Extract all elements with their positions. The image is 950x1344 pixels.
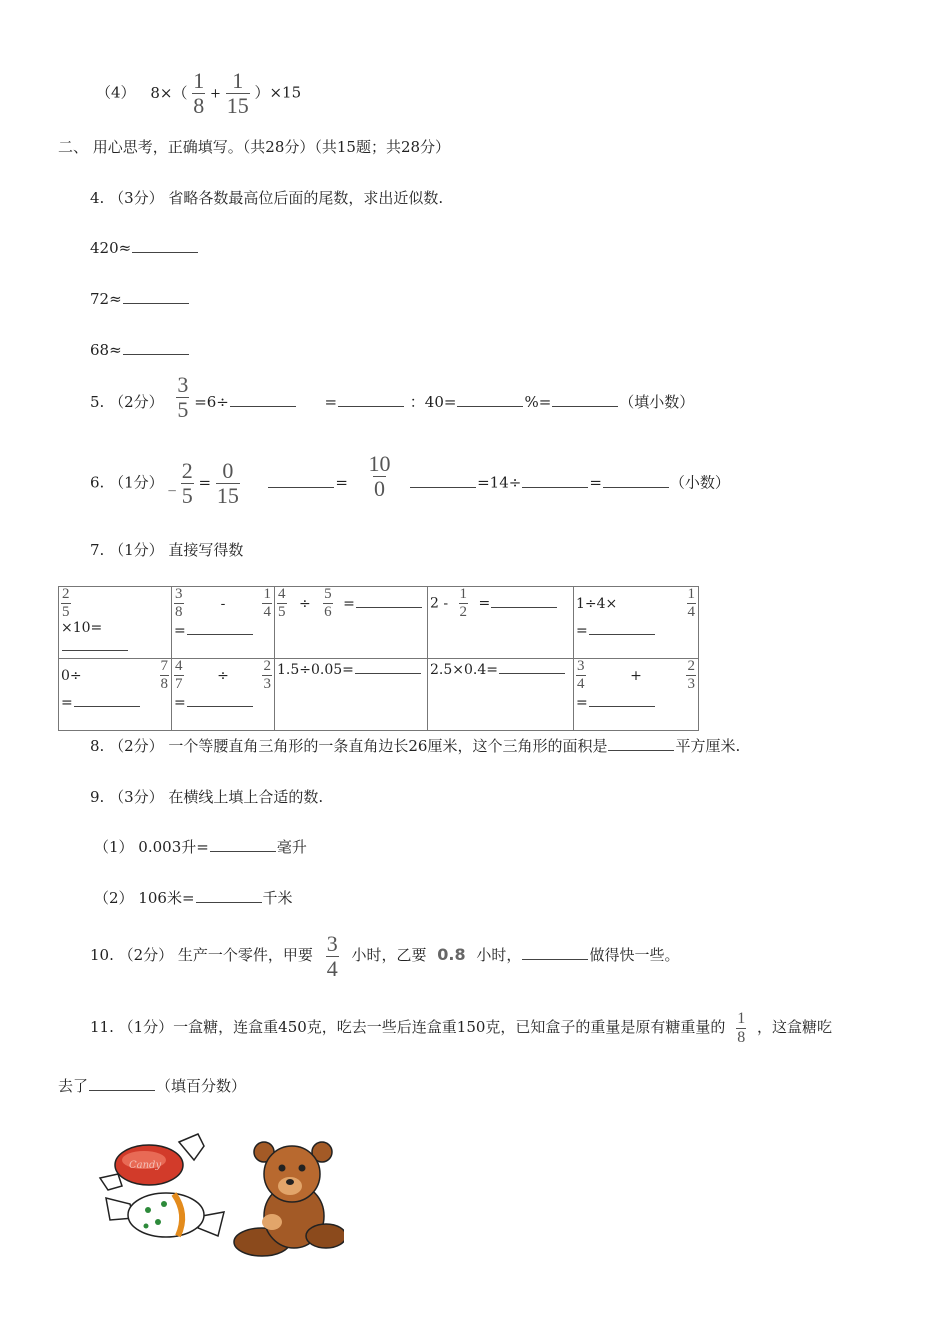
text: =	[174, 623, 186, 639]
question-5	[90, 371, 695, 422]
operator: +	[630, 667, 642, 684]
section-title: 二、 用心思考，正确填写。（共28分）（共15题；共28分）	[58, 138, 451, 156]
text: ，这盒糖吃	[757, 1018, 833, 1036]
fraction: $\frac{2}{3}$	[687, 658, 695, 692]
fraction: $\frac{1}{8}$	[193, 68, 205, 118]
text: =	[576, 695, 588, 711]
calc-cell	[59, 659, 172, 731]
answer-blank[interactable]	[603, 473, 669, 488]
question-7-head: 7. （1分） 直接写得数	[90, 541, 244, 559]
text: 2 -	[430, 595, 449, 612]
question-10	[90, 932, 679, 980]
fraction: $\frac{4}{5}$	[278, 586, 286, 620]
calc-cell	[428, 587, 574, 659]
text: =	[343, 595, 355, 612]
answer-blank[interactable]	[89, 1076, 155, 1091]
text: 小时，	[476, 946, 522, 964]
text: 去了	[58, 1077, 89, 1095]
answer-blank[interactable]	[589, 620, 655, 635]
answer-blank[interactable]	[491, 593, 557, 608]
answer-blank[interactable]	[589, 692, 655, 707]
text: 小时，乙要	[351, 946, 427, 964]
item-label: 6. （1分） _	[90, 473, 176, 492]
calc-cell	[59, 587, 172, 659]
candy-bear-illustration	[94, 1130, 344, 1260]
question-4-previous	[96, 70, 301, 117]
question-11	[90, 1008, 832, 1046]
answer-blank[interactable]	[132, 238, 198, 253]
candy-label: Candy	[129, 1160, 162, 1171]
decimal-value: 0.8	[437, 945, 466, 964]
text: =	[589, 473, 602, 492]
answer-blank[interactable]	[499, 659, 565, 674]
fraction: $\frac{1}{4}$	[263, 586, 271, 620]
teddy-bear-icon	[234, 1142, 344, 1256]
fraction: $\frac{10}{0}$	[368, 451, 391, 501]
answer-blank[interactable]	[123, 289, 189, 304]
text: =	[576, 623, 588, 639]
question-9-line-2	[94, 888, 293, 908]
fraction: $\frac{3}{4}$	[326, 930, 338, 981]
text: 11. （1分）一盒糖，连盒重450克，吃去一些后连盒重150克，已知盒子的重量是原有糖重量的	[90, 1018, 726, 1036]
fraction: $\frac{5}{6}$	[324, 586, 332, 620]
question-9-head: 9. （3分） 在横线上填上合适的数.	[90, 788, 324, 806]
fraction: $\frac{0}{15}$	[216, 458, 239, 508]
answer-blank[interactable]	[608, 736, 674, 751]
text: （填百分数）	[156, 1077, 247, 1095]
text: 8. （2分） 一个等腰直角三角形的一条直角边长26厘米，这个三角形的面积是	[90, 737, 608, 755]
answer-blank[interactable]	[355, 659, 421, 674]
text: %=	[524, 393, 552, 411]
question-9-line-1	[94, 837, 307, 857]
question-8	[90, 736, 740, 756]
text: =	[174, 695, 186, 711]
question-4-head: 4. （3分） 省略各数最高位后面的尾数，求出近似数.	[90, 189, 444, 207]
fraction: $\frac{4}{7}$	[175, 658, 183, 692]
question-4-line-1	[90, 238, 199, 258]
operator: ÷	[298, 595, 311, 612]
text: 2.5×0.4=	[430, 662, 498, 678]
item-label: （4）	[96, 83, 136, 102]
calc-cell	[428, 659, 574, 731]
question-4-line-2	[90, 289, 190, 309]
text: 千米	[262, 889, 293, 907]
answer-blank[interactable]	[123, 340, 189, 355]
text: =	[324, 393, 338, 411]
text: （2） 106米=	[94, 889, 195, 907]
fraction: $\frac{1}{2}$	[459, 586, 468, 620]
text: 毫升	[276, 838, 307, 856]
answer-blank[interactable]	[356, 593, 422, 608]
text: 做得快一些。	[589, 946, 680, 964]
answer-blank[interactable]	[522, 473, 588, 488]
fraction: $\frac{3}{5}$	[177, 371, 189, 422]
calc-cell	[172, 659, 275, 731]
text: ×10=	[61, 620, 103, 636]
line-text: 68≈	[90, 341, 122, 359]
expression-end: ）×15	[254, 83, 302, 102]
fraction: $\frac{2}{3}$	[263, 658, 271, 692]
text: 10. （2分） 生产一个零件，甲要	[90, 946, 313, 964]
question-6	[90, 451, 730, 508]
text: =	[335, 473, 348, 492]
line-text: 72≈	[90, 290, 122, 308]
candy-red-icon	[100, 1134, 204, 1190]
text: （填小数）	[619, 393, 695, 411]
text: =	[61, 695, 73, 711]
plus-sign: +	[210, 86, 221, 102]
text: 1÷4×	[576, 595, 618, 612]
answer-blank[interactable]	[410, 473, 476, 488]
question-4-line-3	[90, 340, 190, 360]
calc-cell	[574, 587, 699, 659]
calc-cell	[574, 659, 699, 731]
fraction: $\frac{2}{5}$	[181, 458, 193, 508]
candy-striped-icon	[106, 1193, 224, 1237]
fraction: $\frac{3}{4}$	[577, 658, 585, 692]
item-label: 5. （2分）	[90, 393, 164, 411]
answer-blank[interactable]	[522, 945, 588, 960]
fraction: $\frac{2}{5}$	[62, 586, 70, 620]
text: 0÷	[61, 667, 82, 684]
calc-cell	[275, 587, 428, 659]
answer-blank[interactable]	[187, 692, 253, 707]
answer-blank[interactable]	[230, 392, 296, 407]
answer-blank[interactable]	[457, 392, 523, 407]
text: 1.5÷0.05=	[277, 662, 354, 678]
answer-blank[interactable]	[74, 692, 140, 707]
calc-cell	[275, 659, 428, 731]
text: 平方厘米.	[675, 737, 741, 755]
fraction: $\frac{7}{8}$	[160, 658, 168, 692]
answer-blank[interactable]	[210, 837, 276, 852]
fraction: $\frac{1}{15}$	[226, 68, 249, 118]
text: =	[198, 473, 212, 492]
answer-blank[interactable]	[187, 620, 253, 635]
text: ：40=	[409, 393, 457, 411]
operator: -	[220, 595, 226, 612]
answer-blank[interactable]	[552, 392, 618, 407]
answer-blank[interactable]	[268, 473, 334, 488]
calculation-table	[58, 586, 699, 731]
answer-blank[interactable]	[338, 392, 404, 407]
text: （1） 0.003升=	[94, 838, 209, 856]
answer-blank[interactable]	[196, 888, 262, 903]
fraction: $\frac{3}{8}$	[175, 586, 183, 620]
fraction: $\frac{1}{4}$	[687, 586, 695, 620]
expression-start: 8×（	[150, 83, 188, 102]
text: =	[478, 595, 491, 612]
operator: ÷	[217, 667, 229, 684]
calc-cell	[172, 587, 275, 659]
question-11-line-2	[58, 1076, 246, 1096]
text: （小数）	[669, 473, 730, 492]
text: =6÷	[194, 393, 229, 411]
text: =14÷	[477, 473, 522, 492]
fraction: $\frac{1}{8}$	[737, 1009, 746, 1046]
line-text: 420≈	[90, 239, 132, 257]
answer-blank[interactable]	[62, 636, 128, 651]
